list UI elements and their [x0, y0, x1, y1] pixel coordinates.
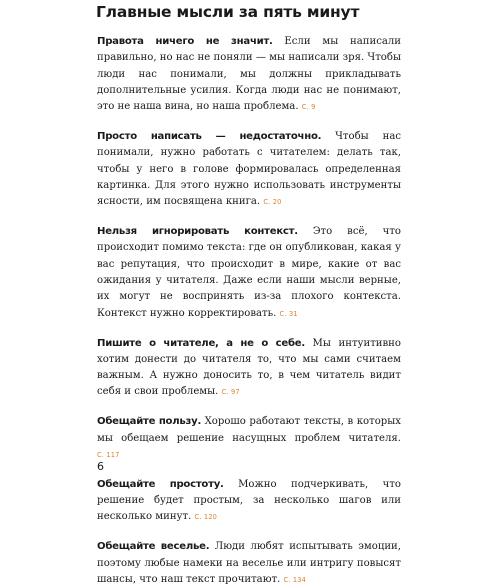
paragraph-body: Можно подчеркивать, что решение будет простым, за несколько шагов или несколько минут.	[97, 478, 401, 523]
summary-paragraph	[97, 34, 401, 115]
page-reference: С. 31	[279, 309, 298, 318]
summary-paragraph	[97, 477, 401, 526]
summary-paragraph	[97, 129, 401, 210]
paragraph-body: Люди любят испытывать эмоции, поэтому любые намеки на веселье или интригу повысят шансы, что наш текст прочитают.	[97, 541, 401, 585]
page-number: 6	[97, 460, 104, 473]
paragraph-lead: Обещайте веселье.	[97, 541, 210, 553]
paragraph-lead: Обещайте простоту.	[97, 478, 224, 490]
paragraph-body: Чтобы нас понимали, нужно работать с читателем: делать так, чтобы у него в голове формировалась определенная картинка. Для этого нужно использовать инструменты ясности, им посвящена книга.	[97, 131, 401, 208]
page-reference: С. 120	[194, 513, 218, 522]
summary-paragraph	[97, 539, 401, 588]
page-reference: С. 20	[263, 198, 282, 207]
paragraph-lead: Правота ничего не значит.	[97, 36, 273, 47]
page-reference: С. 97	[221, 388, 240, 397]
paragraph-body: Хорошо работают тексты, в которых мы обещаем решение насущных проблем читателя.	[97, 416, 401, 444]
page-reference: С. 134	[283, 575, 307, 584]
summary-paragraph	[97, 336, 401, 401]
summary-content	[97, 34, 401, 588]
page-reference: С. 117	[97, 450, 120, 459]
page-reference: С. 9	[301, 103, 316, 112]
summary-paragraph	[97, 414, 401, 463]
page-title: Главные мысли за пять минут	[96, 3, 360, 21]
paragraph-body: Это всё, что происходит помимо текста: где он опубликован, какая у вас репутация, что происходит в мире, какие от вас ожидания у читателя. Даже если наши мысли верные, их могут не воспринять из-за плохого контекста. Контекст нужно корректировать.	[97, 226, 401, 319]
paragraph-lead: Просто написать — недостаточно.	[97, 131, 322, 143]
summary-paragraph	[97, 224, 401, 322]
paragraph-lead: Пишите о читателе, а не о себе.	[97, 337, 305, 349]
paragraph-lead: Нельзя игнорировать контекст.	[97, 226, 298, 238]
paragraph-lead: Обещайте пользу.	[97, 416, 202, 428]
paragraph-body: Мы интуитивно хотим донести до читателя то, что мы сами считаем важным. А нужно доносить то, в чем читатель видит себя и свои проблемы.	[97, 337, 401, 398]
paragraph-body: Если мы написали правильно, но нас не поняли — мы написали зря. Чтобы люди нас понимали, мы должны прикладывать дополнительные усилия. Когда люди нас не понимают, это не наша вина, но наша проблема.	[97, 36, 402, 113]
